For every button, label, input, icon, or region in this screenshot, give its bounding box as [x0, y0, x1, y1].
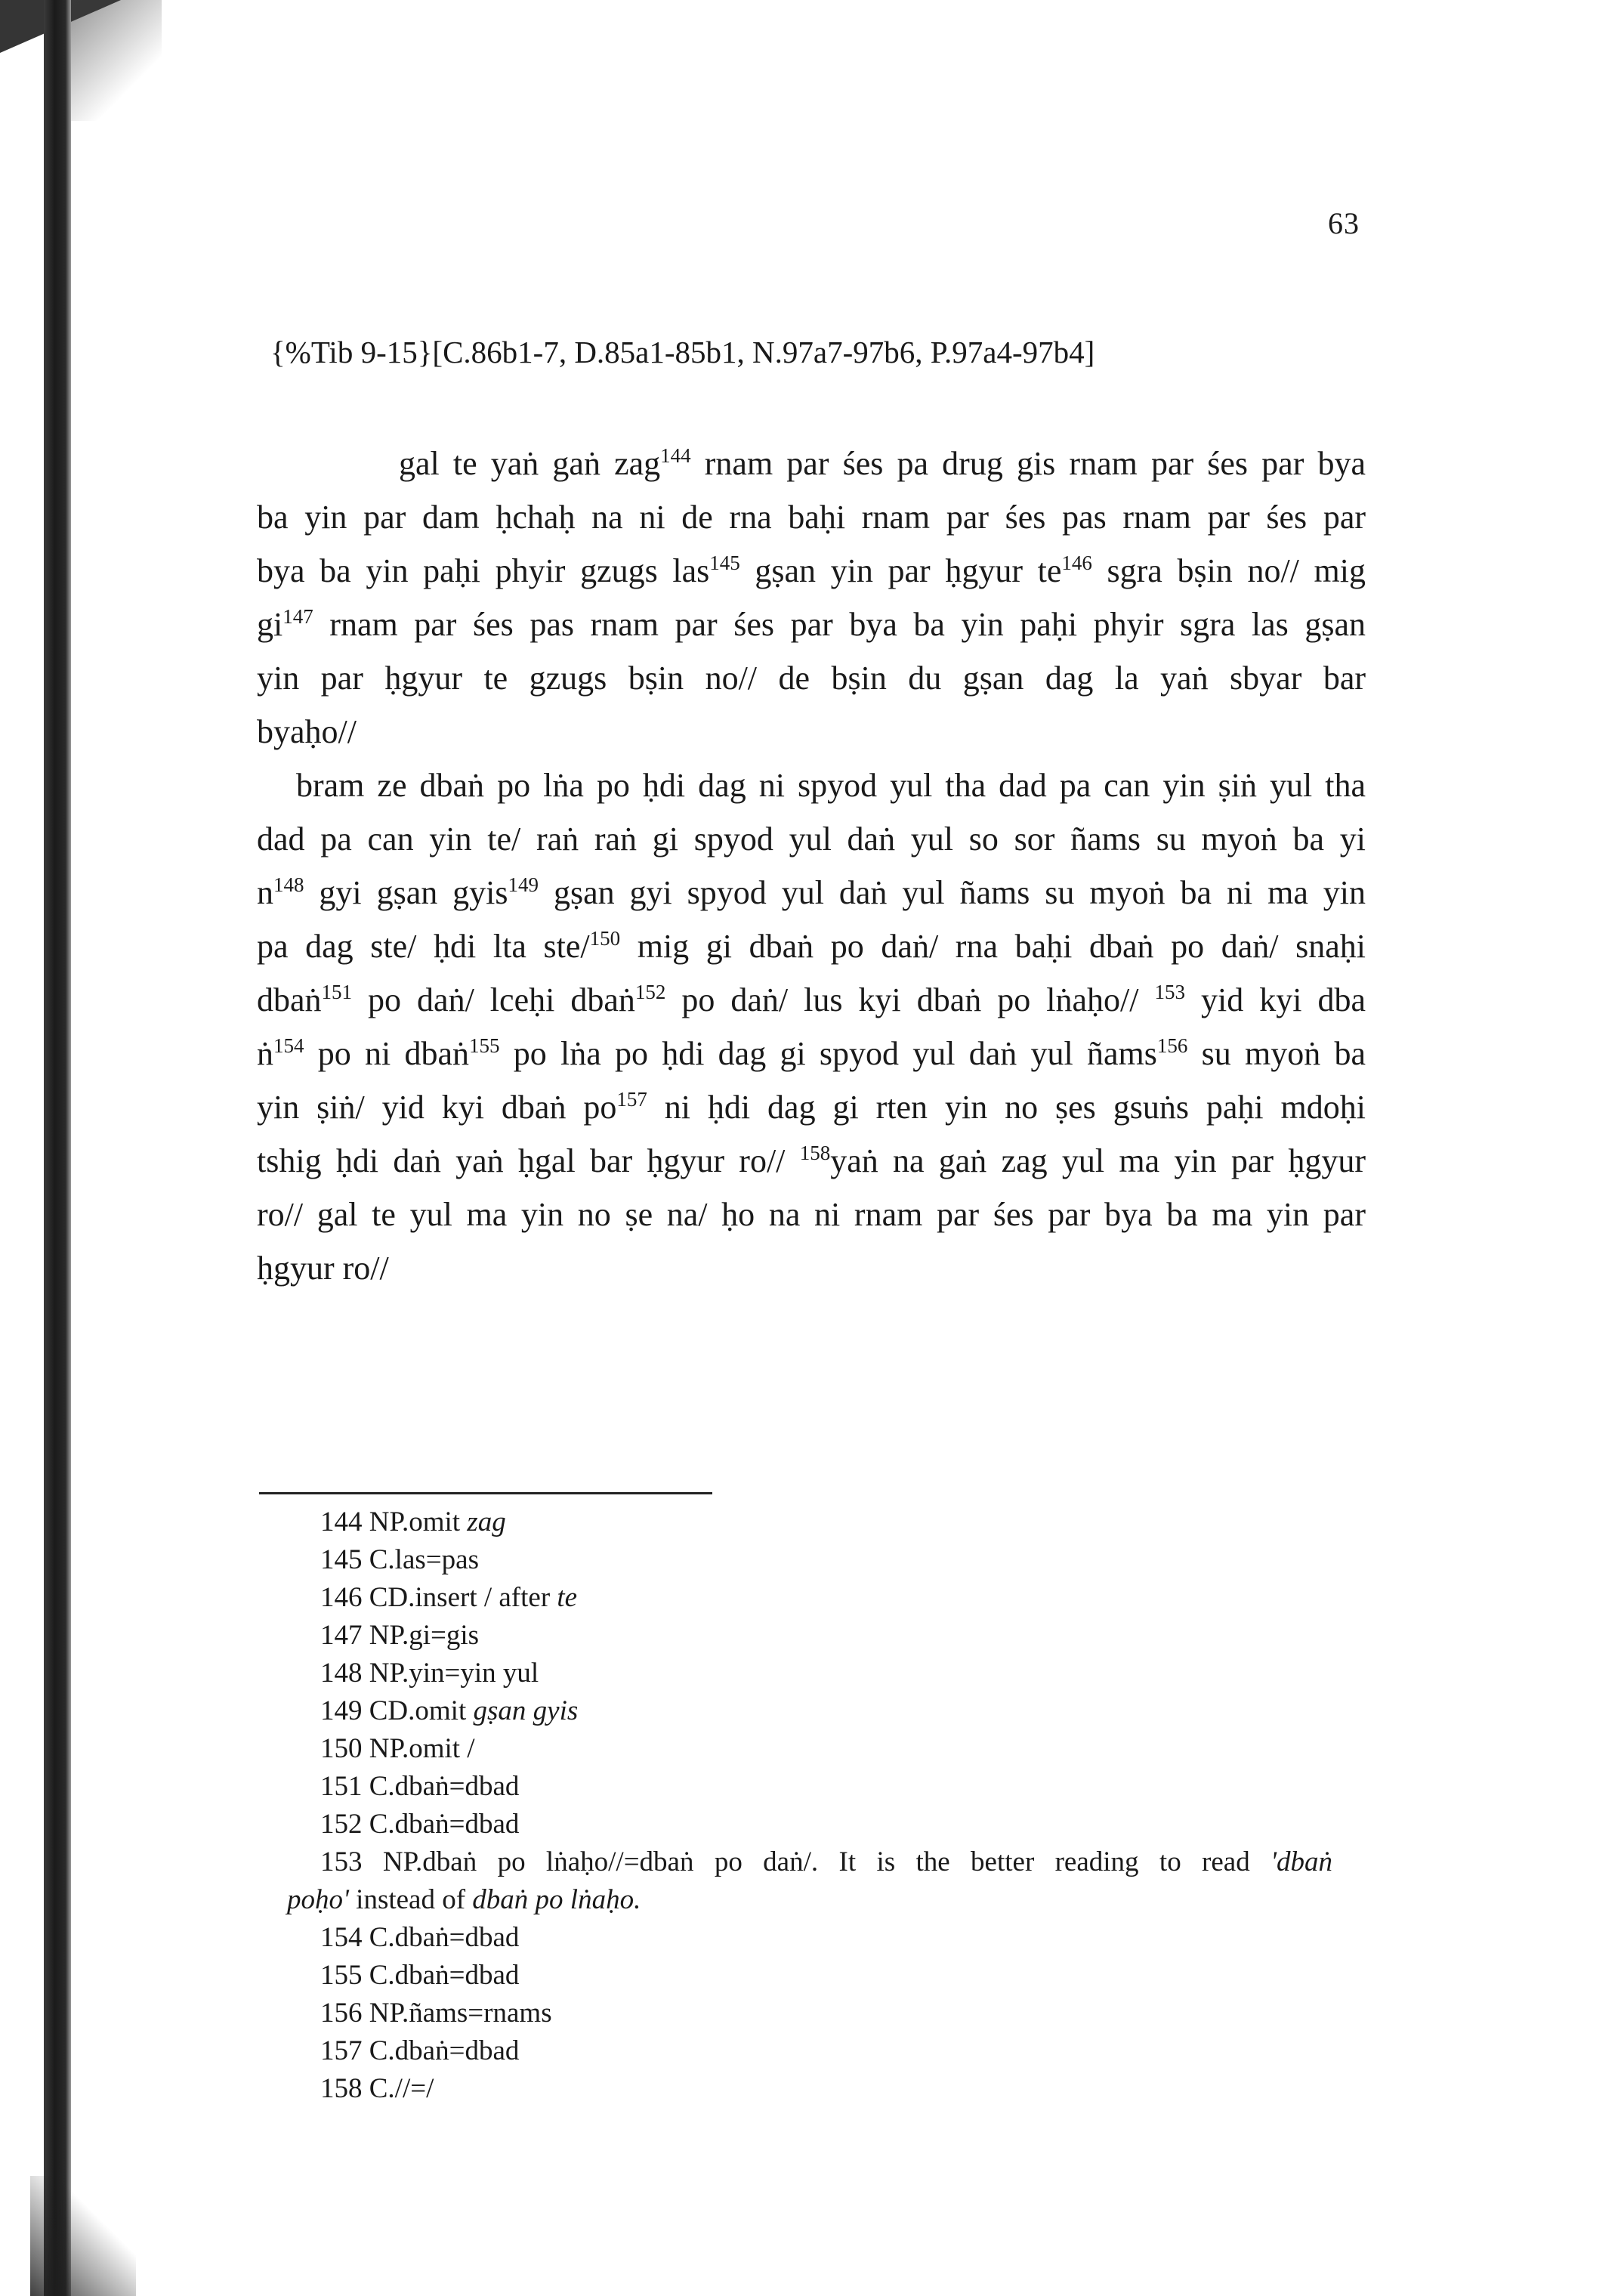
- footnote-ref[interactable]: 156: [1156, 1034, 1188, 1057]
- page-number: 63: [1328, 206, 1360, 240]
- footnote-text: instead of: [348, 1884, 473, 1915]
- text-run: sgra bṣin no// mig: [1091, 552, 1366, 589]
- text-line: [257, 598, 1366, 651]
- footnote-ref[interactable]: 147: [283, 605, 313, 628]
- footnote: [287, 1692, 1345, 1730]
- text-run: gṣan yin par ḥgyur te: [739, 552, 1062, 589]
- footnote-ref[interactable]: 144: [660, 444, 691, 467]
- footnote-ref[interactable]: 151: [321, 981, 353, 1003]
- footnote: [287, 1995, 1345, 2032]
- footnote-ref[interactable]: 157: [616, 1088, 647, 1111]
- footnote-text: 144 NP.omit: [320, 1506, 468, 1537]
- text-run: bya ba yin paḥi phyir gzugs las: [257, 552, 710, 589]
- text-run: dbaṅ: [257, 981, 322, 1018]
- text-line: byaḥo//: [257, 713, 357, 750]
- footnote-separator: [259, 1492, 712, 1494]
- footnote-text: 147 NP.gi=gis: [320, 1620, 480, 1651]
- text-run: po daṅ/ lus kyi dbaṅ po lṅaḥo//: [665, 981, 1155, 1018]
- footnote-italic: te: [557, 1582, 578, 1613]
- binding-spine: [44, 0, 71, 2296]
- footnote-text: 153 NP.dbaṅ po lṅaḥo//=dbaṅ po daṅ/. It is the better reading to read: [320, 1846, 1271, 1877]
- footnote-italic: 'dbaṅ: [1270, 1846, 1332, 1877]
- text-run: gṣan gyi spyod yul daṅ yul ñams su myoṅ ba ni ma yin: [539, 874, 1366, 911]
- footnote-text: 145 C.las=pas: [320, 1544, 479, 1575]
- footnote: [287, 1957, 1345, 1995]
- footnote: [287, 1503, 1345, 1541]
- footnote-text: 146 CD.insert / after: [320, 1582, 557, 1613]
- footnote-text: 155 C.dbaṅ=dbad: [320, 1960, 520, 1991]
- text-run: gal te yaṅ gaṅ zag: [399, 445, 661, 482]
- footnote-text: 156 NP.ñams=rnams: [320, 1998, 552, 2029]
- footnote-ref[interactable]: 150: [589, 927, 621, 950]
- text-line: [257, 1134, 1366, 1188]
- text-run: tshig ḥdi daṅ yaṅ ḥgal bar ḥgyur ro//: [257, 1142, 800, 1179]
- footnote-text: 151 C.dbaṅ=dbad: [320, 1771, 520, 1802]
- text-run: gi: [257, 606, 283, 643]
- footnote-continuation: [287, 1881, 1345, 1919]
- footnote-ref[interactable]: 149: [508, 873, 539, 896]
- footnote-text: 158 C.//=/: [320, 2073, 434, 2104]
- footnote: [287, 1768, 1345, 1806]
- main-text: [257, 437, 1366, 1295]
- footnote-ref[interactable]: 148: [273, 873, 304, 896]
- text-run: po lṅa po ḥdi dag gi spyod yul daṅ yul ñams: [499, 1035, 1157, 1072]
- footnote-ref[interactable]: 145: [709, 552, 740, 574]
- footnote-italic: poḥo': [287, 1884, 349, 1915]
- footnote: [287, 1843, 1332, 1881]
- binding-shadow-bottom: [30, 2176, 136, 2296]
- text-line: [257, 866, 1366, 919]
- text-run: mig gi dbaṅ po daṅ/ rna baḥi dbaṅ po daṅ/ snaḥi: [620, 928, 1366, 965]
- footnote: [287, 1919, 1345, 1957]
- footnote-text: 157 C.dbaṅ=dbad: [320, 2035, 520, 2066]
- text-line: ro// gal te yul ma yin no ṣe na/ ḥo na ni rnam par śes par bya ba ma yin par: [257, 1196, 1366, 1233]
- text-run: n: [257, 874, 273, 911]
- text-line: [257, 1027, 1366, 1080]
- footnote: [287, 2070, 1345, 2108]
- text-run: pa dag ste/ ḥdi lta ste/: [257, 928, 590, 965]
- text-line: ḥgyur ro//: [257, 1250, 389, 1287]
- footnote: [287, 1617, 1345, 1655]
- text-run: yid kyi dba: [1185, 981, 1366, 1018]
- text-line: [257, 544, 1366, 598]
- text-line: [257, 919, 1366, 973]
- footnote-text: 152 C.dbaṅ=dbad: [320, 1809, 520, 1840]
- footnotes: [287, 1503, 1345, 2108]
- text-run: ni ḥdi dag gi rten yin no ṣes gsuṅs paḥi mdoḥi: [647, 1089, 1366, 1126]
- text-line: ba yin par dam ḥchaḥ na ni de rna baḥi rnam par śes pas rnam par śes par: [257, 499, 1366, 536]
- text-run: su myoṅ ba: [1187, 1035, 1366, 1072]
- footnote-text: 154 C.dbaṅ=dbad: [320, 1922, 520, 1953]
- footnote: [287, 2032, 1345, 2070]
- footnote-ref[interactable]: 152: [634, 981, 666, 1003]
- footnote: [287, 1655, 1345, 1692]
- footnote: [287, 1806, 1345, 1843]
- footnote-ref[interactable]: 158: [799, 1142, 831, 1164]
- footnote-italic: gṣan gyis: [473, 1695, 579, 1726]
- text-run: po ni dbaṅ: [304, 1035, 469, 1072]
- text-run: yaṅ na gaṅ zag yul ma yin par ḥgyur: [830, 1142, 1366, 1179]
- text-run: po daṅ/ lceḥi dbaṅ: [352, 981, 635, 1018]
- footnote-ref[interactable]: 155: [468, 1034, 500, 1057]
- footnote-text: 149 CD.omit: [320, 1695, 474, 1726]
- text-run: rnam par śes pas rnam par śes par bya ba yin paḥi phyir sgra las gṣan: [313, 606, 1366, 643]
- text-run: rnam par śes pa drug gis rnam par śes par bya: [690, 445, 1366, 482]
- footnote-italic: dbaṅ po lṅaḥo.: [472, 1884, 641, 1915]
- footnote-ref[interactable]: 146: [1061, 552, 1092, 574]
- text-line: [257, 973, 1366, 1027]
- text-line: [257, 1080, 1366, 1134]
- text-line: [257, 437, 1366, 490]
- footnote: [287, 1730, 1345, 1768]
- footnote-text: 150 NP.omit /: [320, 1733, 475, 1764]
- footnote-ref[interactable]: 154: [273, 1034, 304, 1057]
- footnote: [287, 1579, 1345, 1617]
- text-line: bram ze dbaṅ po lṅa po ḥdi dag ni spyod yul tha dad pa can yin ṣiṅ yul tha: [296, 767, 1366, 804]
- text-line: dad pa can yin te/ raṅ raṅ gi spyod yul daṅ yul so sor ñams su myoṅ ba yi: [257, 820, 1366, 858]
- text-run: yin ṣiṅ/ yid kyi dbaṅ po: [257, 1089, 617, 1126]
- text-run: ṅ: [257, 1035, 273, 1072]
- footnote-text: 148 NP.yin=yin yul: [320, 1658, 539, 1689]
- source-reference: {%Tib 9-15}[C.86b1-7, D.85a1-85b1, N.97a7-97b6, P.97a4-97b4]: [270, 335, 1095, 369]
- binding-shadow-fade: [71, 0, 162, 121]
- footnote-italic: zag: [467, 1506, 506, 1537]
- footnote-ref[interactable]: 153: [1154, 981, 1185, 1003]
- text-run: gyi gṣan gyis: [304, 874, 508, 911]
- footnote: [287, 1541, 1345, 1579]
- text-line: yin par ḥgyur te gzugs bṣin no// de bṣin du gṣan dag la yaṅ sbyar bar: [257, 660, 1366, 697]
